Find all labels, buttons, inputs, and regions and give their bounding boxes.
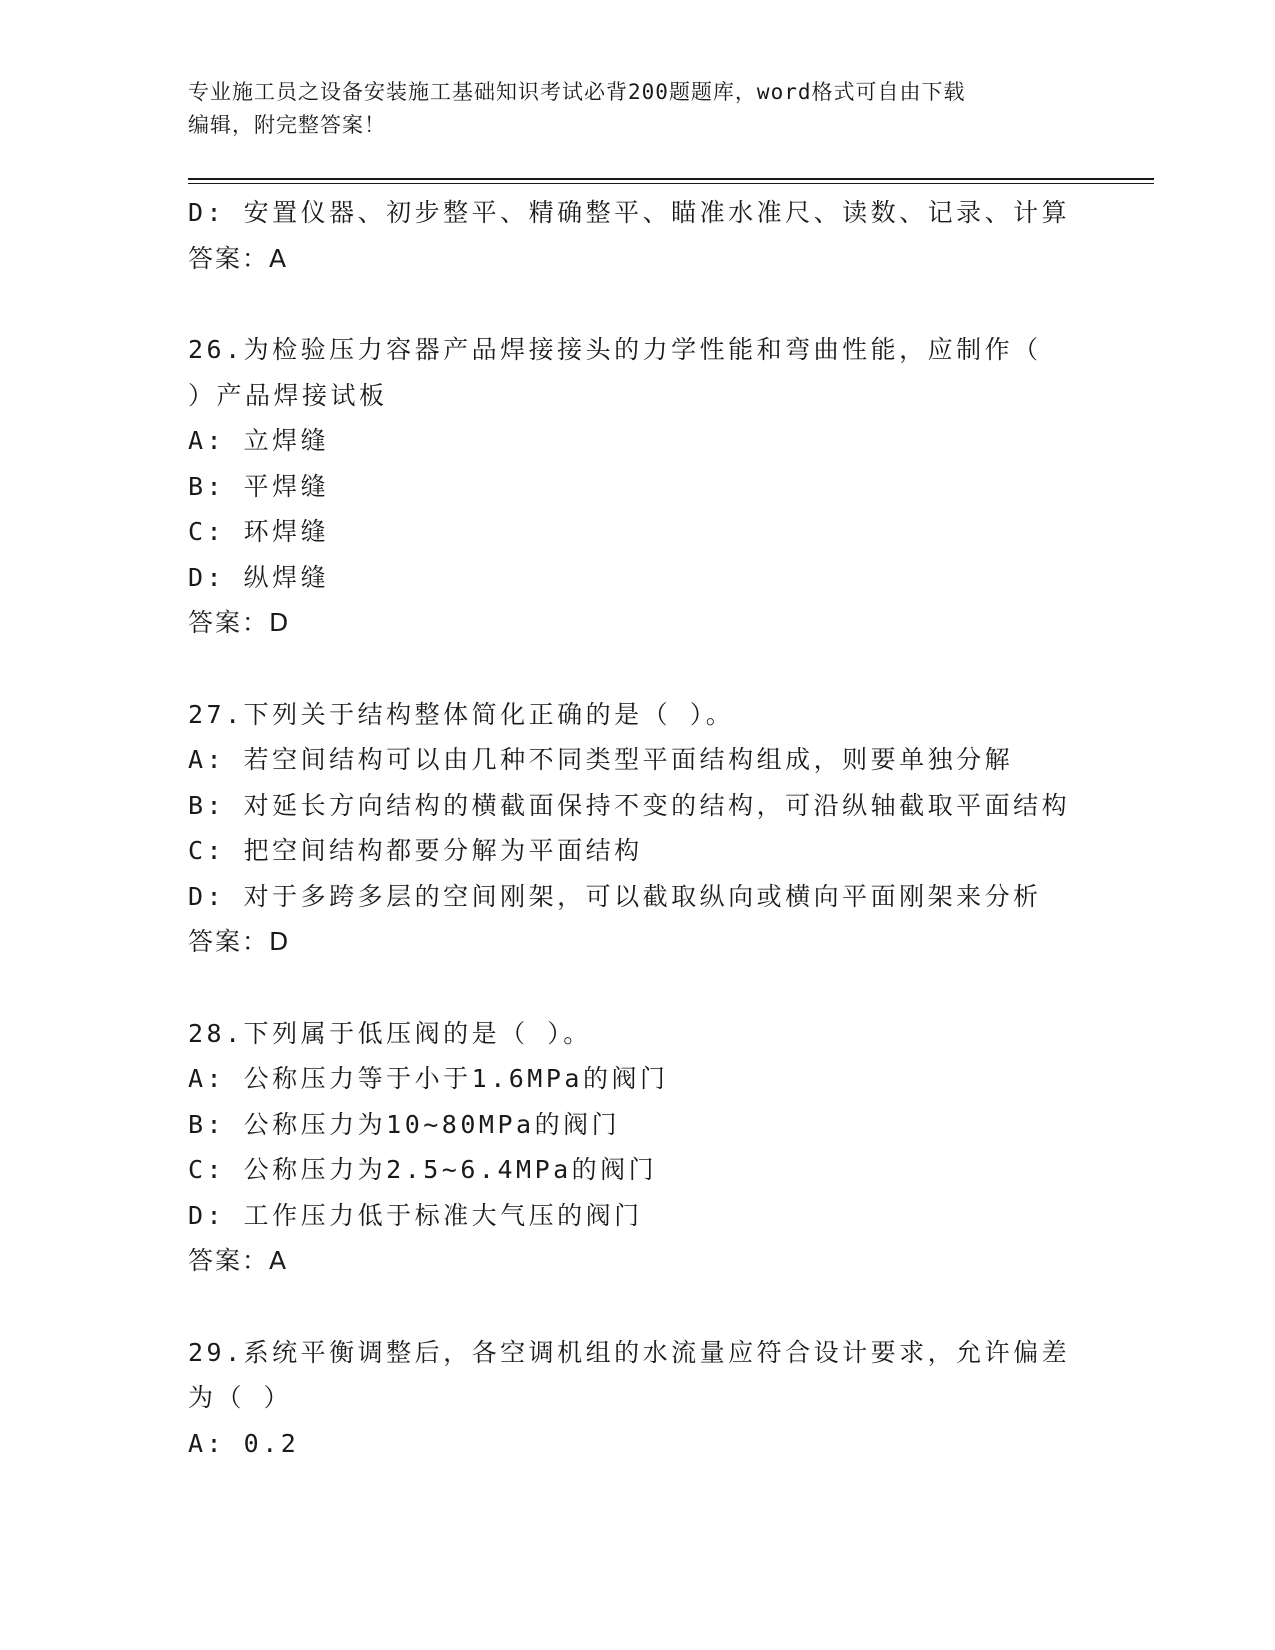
option-d: D: 安置仪器、初步整平、精确整平、瞄准水准尺、读数、记录、计算: [188, 198, 1071, 227]
option-a: A: 若空间结构可以由几种不同类型平面结构组成，则要单独分解: [188, 745, 1014, 774]
question-stem: 28.下列属于低压阀的是（ ）。: [188, 1018, 592, 1048]
question-28: [188, 1011, 1128, 1284]
question-26: [188, 327, 1128, 646]
header-divider-thin: [188, 183, 1154, 184]
question-25-fragment: [188, 190, 1128, 281]
spacer: [188, 965, 1128, 1011]
option-d: D: 对于多跨多层的空间刚架，可以截取纵向或横向平面刚架来分析: [188, 881, 1042, 911]
option-a: A: 0.2: [188, 1428, 300, 1458]
answer-line: 答案：A: [188, 1246, 289, 1275]
question-29: [188, 1330, 1128, 1467]
header-title-line-2: 编辑，附完整答案！: [188, 113, 386, 137]
question-stem: 26.为检验压力容器产品焊接接头的力学性能和弯曲性能，应制作（: [188, 335, 1042, 364]
question-stem-continued: 为（ ）: [188, 1383, 293, 1412]
option-c: C: 公称压力为2.5~6.4MPa的阀门: [188, 1155, 658, 1184]
header-divider-thick: [188, 178, 1154, 180]
option-b: B: 公称压力为10~80MPa的阀门: [188, 1109, 621, 1139]
answer-line: 答案：D: [188, 927, 291, 956]
question-27: [188, 692, 1128, 965]
answer-line: 答案：A: [188, 243, 289, 273]
option-a: A: 立焊缝: [188, 426, 330, 455]
page-header: [188, 76, 1088, 142]
option-c: C: 环焊缝: [188, 517, 330, 546]
question-stem: 29.系统平衡调整后，各空调机组的水流量应符合设计要求，允许偏差: [188, 1337, 1071, 1367]
spacer: [188, 646, 1128, 692]
header-title-line-1: 专业施工员之设备安装施工基础知识考试必背200题题库，word格式可自由下载: [188, 80, 966, 104]
answer-line: 答案：D: [188, 608, 291, 637]
option-d: D: 纵焊缝: [188, 562, 330, 592]
spacer: [188, 281, 1128, 327]
question-list: [188, 190, 1128, 1466]
option-a: A: 公称压力等于小于1.6MPa的阀门: [188, 1064, 669, 1093]
spacer: [188, 1284, 1128, 1330]
question-stem-continued: ）产品焊接试板: [188, 380, 388, 410]
option-d: D: 工作压力低于标准大气压的阀门: [188, 1200, 643, 1230]
option-b: B: 平焊缝: [188, 471, 330, 501]
option-c: C: 把空间结构都要分解为平面结构: [188, 836, 643, 865]
question-stem: 27.下列关于结构整体简化正确的是（ ）。: [188, 699, 735, 729]
option-b: B: 对延长方向结构的横截面保持不变的结构，可沿纵轴截取平面结构: [188, 790, 1071, 820]
